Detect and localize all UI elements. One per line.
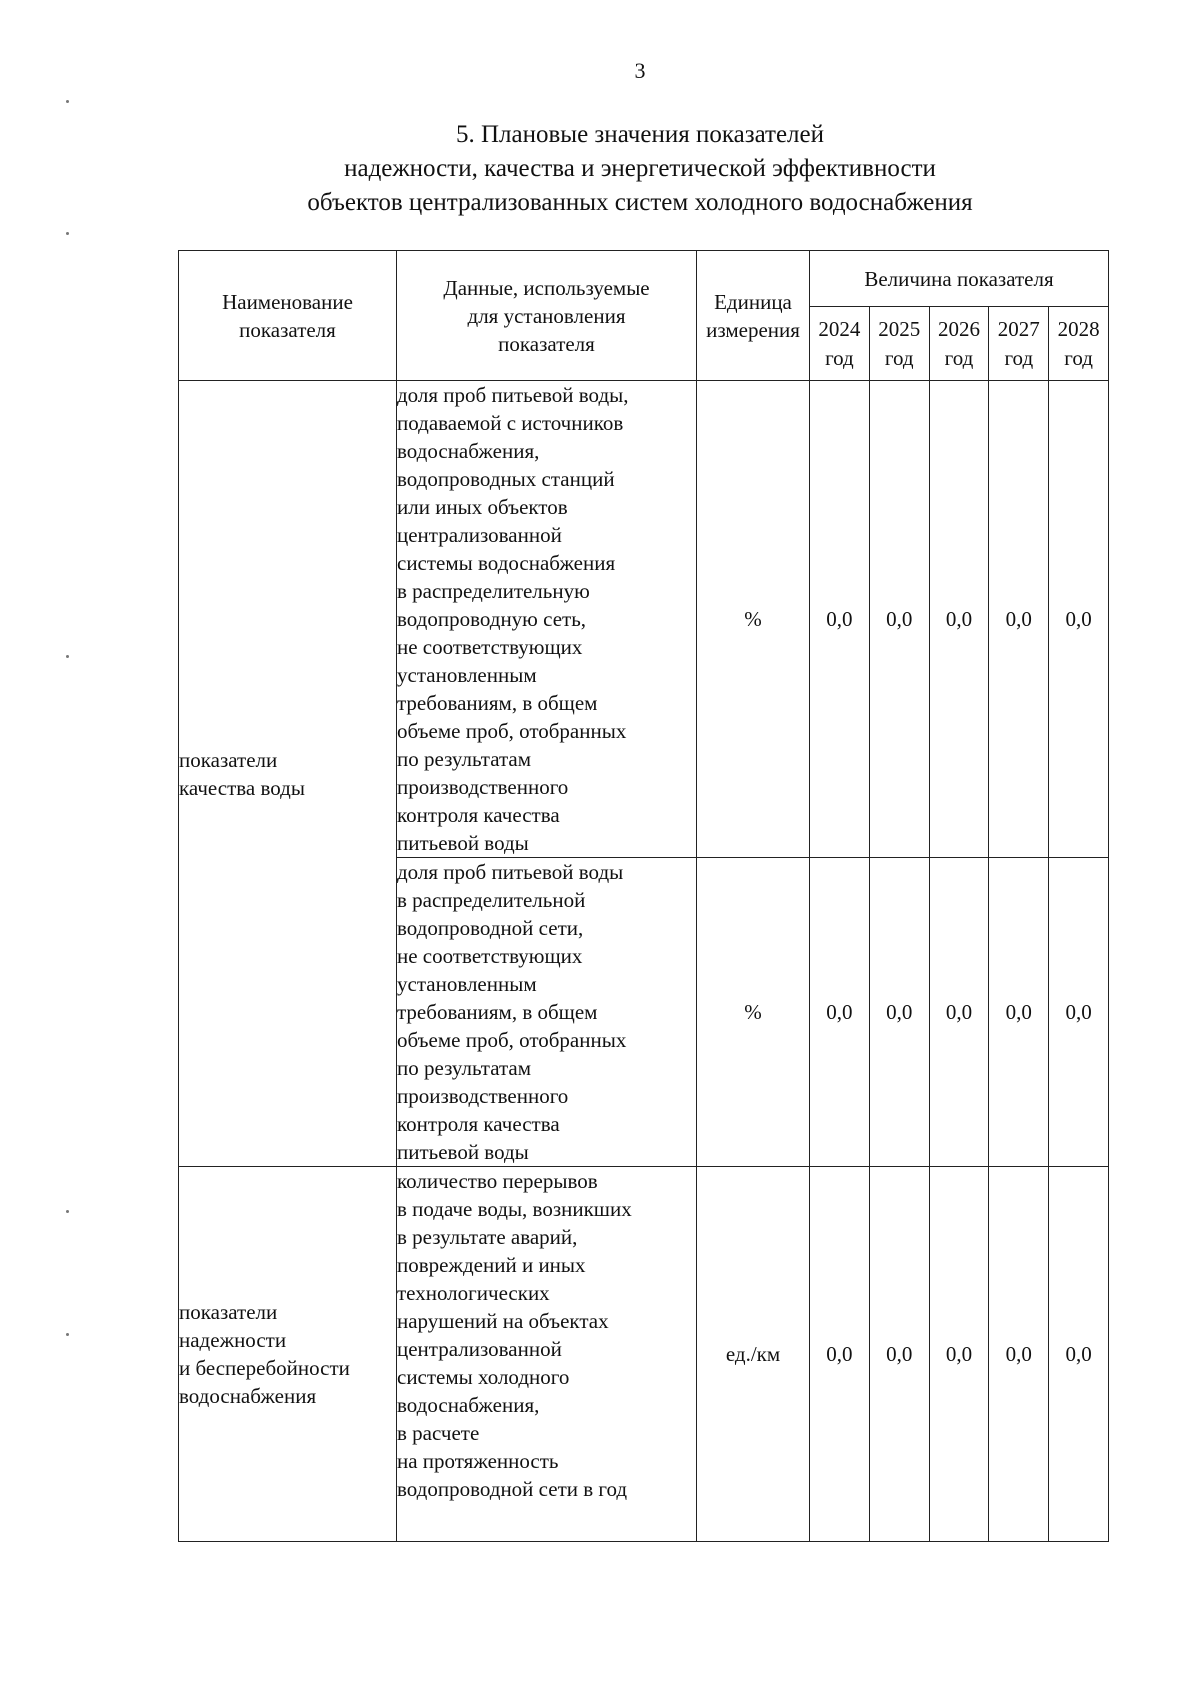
heading-line: 5. Плановые значения показателей [455,121,825,148]
value-cell: 0,0 [989,1167,1049,1542]
page-number: 3 [634,58,646,83]
value-cell: 0,0 [929,858,989,1167]
heading-line: объектов централизованных систем холодного водоснабжения [307,189,973,216]
value-cell: 0,0 [989,858,1049,1167]
header-year: 2027 год [989,307,1049,381]
value-cell: 0,0 [1049,1167,1109,1542]
scan-speck [66,100,69,103]
value-cell: 0,0 [869,381,929,858]
unit-cell: % [697,858,810,1167]
table-row [179,381,1109,858]
value-cell: 0,0 [1049,381,1109,858]
scan-speck [66,1210,69,1213]
source-data-cell: доля проб питьевой воды в распределительной водопроводной сети, не соответствующих установленным требованиям, в общем объеме проб, отобранных по результатам производственного контроля качества питьевой воды [397,858,697,1167]
value-cell: 0,0 [810,858,870,1167]
indicator-name-cell: показатели надежности и бесперебойности водоснабжения [179,1167,397,1542]
value-cell: 0,0 [989,381,1049,858]
value-cell: 0,0 [869,1167,929,1542]
value-cell: 0,0 [929,381,989,858]
source-data-cell: количество перерывов в подаче воды, возникших в результате аварий, повреждений и иных технологических нарушений на объектах централизованной системы холодного водоснабжения, в расчете на протяженность водопроводной сети в год [397,1167,697,1542]
indicators-table [178,250,1109,1542]
header-year: 2026 год [929,307,989,381]
unit-cell: ед./км [697,1167,810,1542]
header-year: 2028 год [1049,307,1109,381]
value-cell: 0,0 [869,858,929,1167]
scan-speck [66,655,69,658]
scan-speck [66,1333,69,1336]
heading-line: надежности, качества и энергетической эффективности [344,155,936,182]
value-cell: 0,0 [929,1167,989,1542]
header-source-data: Данные, используемые для установления показателя [397,251,697,381]
table-row [179,1167,1109,1542]
header-indicator-name: Наименование показателя [179,251,397,381]
header-year: 2024 год [810,307,870,381]
section-heading [240,118,1040,220]
header-value-group: Величина показателя [810,251,1109,307]
header-unit: Единица измерения [697,251,810,381]
indicator-name-cell: показатели качества воды [179,381,397,1167]
source-data-cell: доля проб питьевой воды, подаваемой с источников водоснабжения, водопроводных станций или иных объектов централизованной системы водоснабжения в распределительную водопроводную сеть, не соответствующих установленным требованиям, в общем объеме проб, отобранных по результатам производственного контроля качества питьевой воды [397,381,697,858]
value-cell: 0,0 [810,381,870,858]
unit-cell: % [697,381,810,858]
header-year: 2025 год [869,307,929,381]
value-cell: 0,0 [810,1167,870,1542]
value-cell: 0,0 [1049,858,1109,1167]
scan-speck [66,232,69,235]
